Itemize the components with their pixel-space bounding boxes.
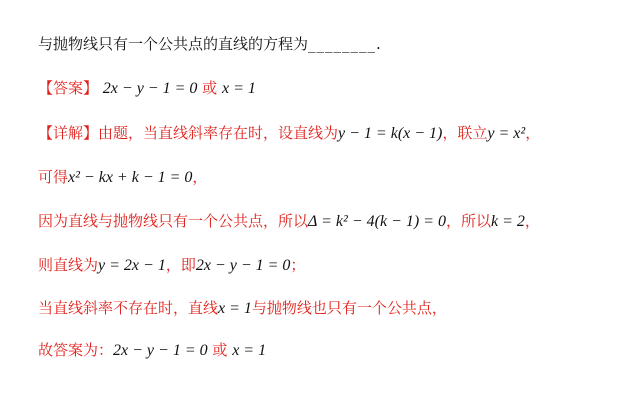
detail-line-3 [38,211,540,232]
detail-p4-text-b: ，即 [165,256,196,274]
detail-p3-equation: Δ = k² − 4(k − 1) = 0 [308,213,446,230]
detail-label: 【详解】 [38,124,99,142]
detail-p5-text-b: 与抛物线也只有一个公共点， [251,299,447,317]
detail-p2-text-b: ， [192,168,208,186]
detail-p6-equation: 2x − y − 1 = 0 [113,342,208,359]
question-period: . [376,35,381,53]
detail-p1-equation-2: y = x² [487,125,526,142]
detail-p3-text-a: 因为直线与抛物线只有一个公共点，所以 [38,212,309,230]
detail-p1-text-b: ，联立 [442,124,488,142]
detail-p1-text-c: ， [525,124,541,142]
detail-p1-text-a: 由题，当直线斜率存在时，设直线为 [98,124,339,142]
detail-p3-text-b: ，所以 [445,212,491,230]
detail-p6-or: 或 [212,341,228,359]
detail-p4-equation: y = 2x − 1 [98,257,166,274]
detail-p5-text-a: 当直线斜率不存在时，直线 [38,299,219,317]
detail-p6-equation-2: x = 1 [232,342,267,359]
question-line [38,34,381,54]
detail-p4-text-a: 则直线为 [38,256,99,274]
detail-p2-text-a: 可得 [38,168,69,186]
question-text: 与抛物线只有一个公共点的直线的方程为 [38,35,309,53]
detail-p5-equation: x = 1 [218,300,252,317]
answer-equation-2: x = 1 [221,80,256,97]
detail-p3-text-c: ， [524,212,540,230]
detail-p4-equation-2: 2x − y − 1 = 0 [195,257,291,274]
detail-line-2 [38,167,207,188]
answer-blank: ________ [308,35,377,53]
detail-p6-text-a: 故答案为： [38,341,114,359]
detail-p3-equation-2: k = 2 [490,213,525,230]
detail-p4-text-c: ； [290,256,306,274]
answer-line [38,78,256,99]
detail-line-6 [38,340,266,361]
answer-equation-1: 2x − y − 1 = 0 [102,80,198,97]
answer-label: 【答案】 [38,79,99,97]
answer-or: 或 [202,79,218,97]
detail-line-4 [38,255,305,276]
detail-line-5 [38,298,447,319]
detail-p2-equation: x² − kx + k − 1 = 0 [68,169,193,186]
detail-p1-equation: y − 1 = k(x − 1) [338,125,443,142]
detail-line-1 [38,123,540,144]
